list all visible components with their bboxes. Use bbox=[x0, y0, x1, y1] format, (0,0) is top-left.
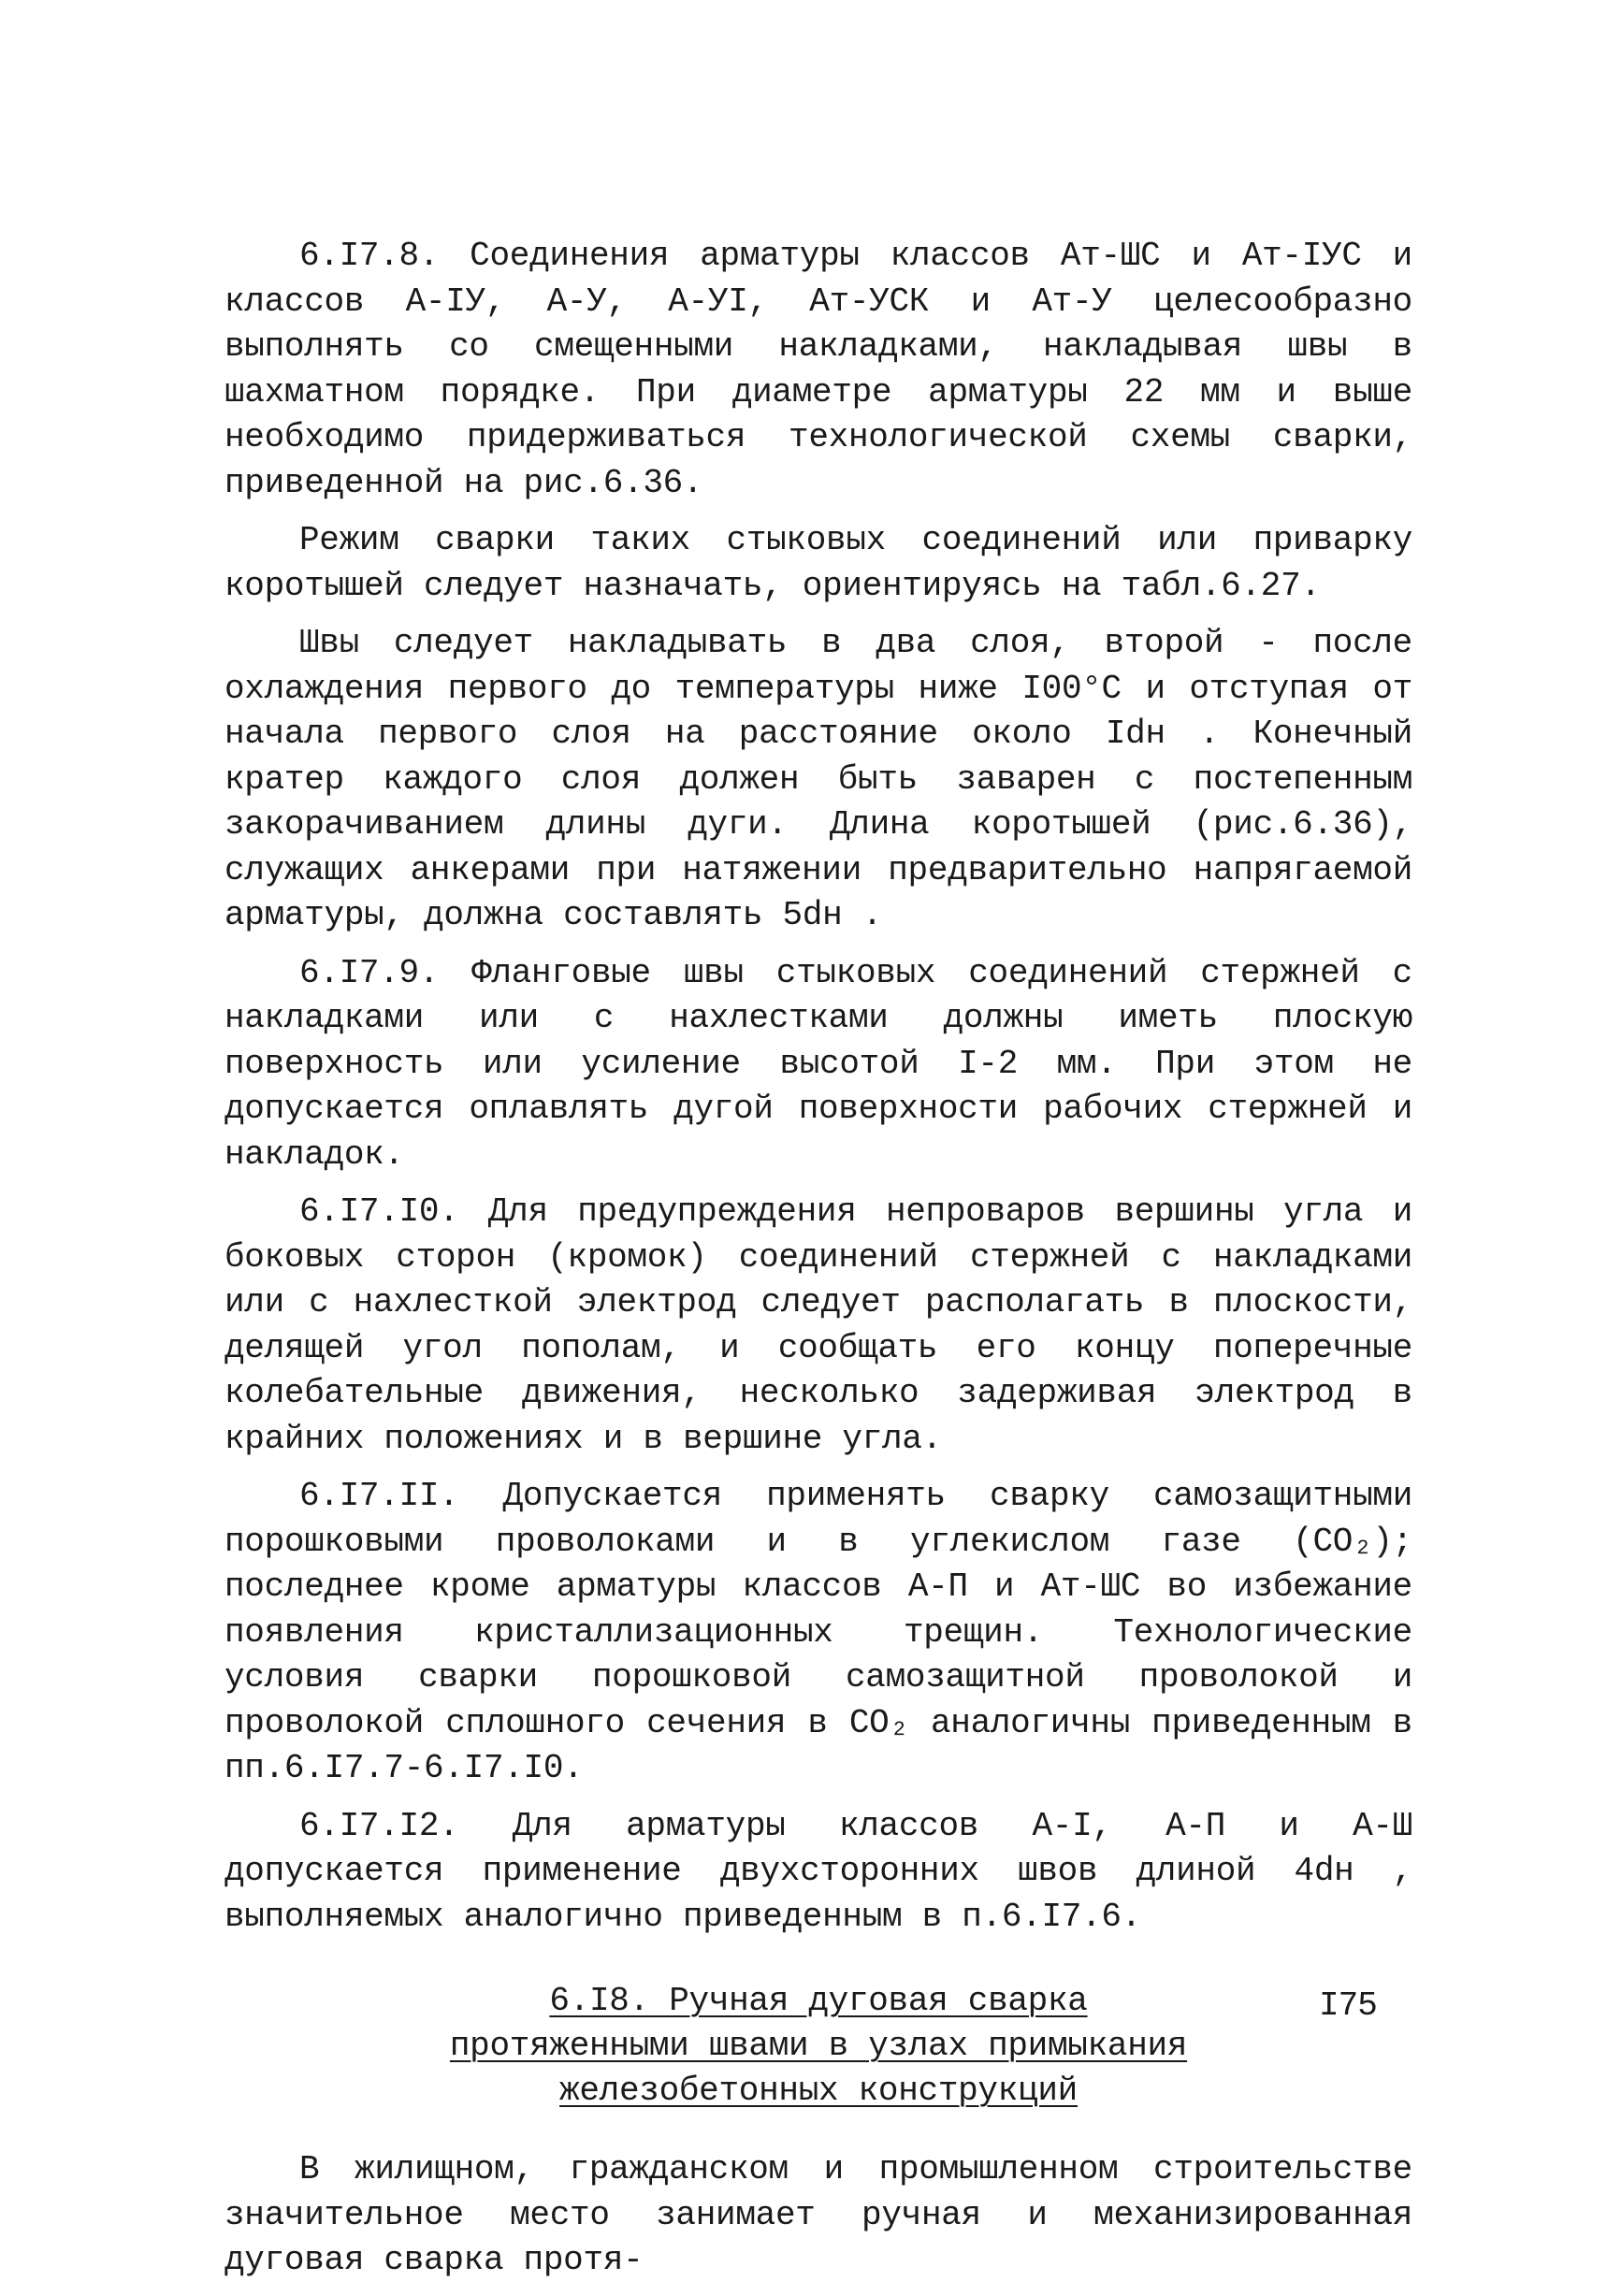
paragraph-6-17-12: 6.I7.I2. Для арматуры классов А-I, А-П и А-Ш допускается применение двухсторонних швов длиной 4dн , выполняемых аналогично приведенным в п.6.I7.6. bbox=[224, 1806, 1433, 1936]
section-heading-line-2: протяженными швами в узлах примыкания bbox=[449, 2027, 1188, 2065]
paragraph-welding-mode: Режим сварки таких стыковых соединений или приварку коротышей следует назначать, ориентируясь на табл.6.27. bbox=[224, 521, 1433, 605]
page-body bbox=[224, 234, 1433, 2296]
section-heading-line-3: железобетонных конструкций bbox=[559, 2072, 1078, 2110]
paragraph-section-6-18-intro: В жилищном, гражданском и промышленном строительстве значительное место занимает ручная и механизированная дуговая сварка протя- bbox=[224, 2150, 1433, 2279]
paragraph-6-17-9: 6.I7.9. Фланговые швы стыковых соединений стержней с накладками или с нахлестками должны иметь плоскую поверхность или усиление высотой I-2 мм. При этом не допускается оплавлять дугой поверхности рабочих стержней и накладок. bbox=[224, 953, 1433, 1174]
section-heading-line-1: 6.I8. Ручная дуговая сварка bbox=[549, 1982, 1088, 2020]
page-number: I75 bbox=[1319, 1986, 1377, 2025]
section-heading-6-18 bbox=[224, 1979, 1412, 2114]
paragraph-6-17-10: 6.I7.I0. Для предупреждения непроваров вершины угла и боковых сторон (кромок) соединений стержней с накладками или с нахлесткой электрод следует располагать в плоскости, делящей угол пополам, и сообщать его концу поперечные колебательные движения, несколько задерживая электрод в крайних положениях и в вершине угла. bbox=[224, 1192, 1433, 1458]
paragraph-6-17-11: 6.I7.II. Допускается применять сварку самозащитными порошковыми проволоками и в углекислом газе (CO₂); последнее кроме арматуры классов А-П и Ат-ШС во избежание появления кристаллизационных трещин. Технологические условия сварки порошковой самозащитной проволокой и проволокой сплошного сечения в CO₂ аналогичны приведенным в пп.6.I7.7-6.I7.I0. bbox=[224, 1477, 1433, 1787]
paragraph-6-17-8: 6.I7.8. Соединения арматуры классов Ат-ШС и Ат-IУС и классов А-IУ, А-У, А-УI, Ат-УСК и Ат-У целесообразно выполнять со смещенными накладками, накладывая швы в шахматном порядке. При диаметре арматуры 22 мм и выше необходимо придерживаться технологической схемы сварки, приведенной на рис.6.36. bbox=[224, 237, 1433, 502]
paragraph-weld-layers: Швы следует накладывать в два слоя, второй - после охлаждения первого до температуры ниже I00°С и отступая от начала первого слоя на расстояние около Idн . Конечный кратер каждого слоя должен быть заварен с постепенным закорачиванием длины дуги. Длина коротышей (рис.6.36), служащих анкерами при натяжении предварительно напрягаемой арматуры, должна составлять 5dн . bbox=[224, 624, 1433, 934]
